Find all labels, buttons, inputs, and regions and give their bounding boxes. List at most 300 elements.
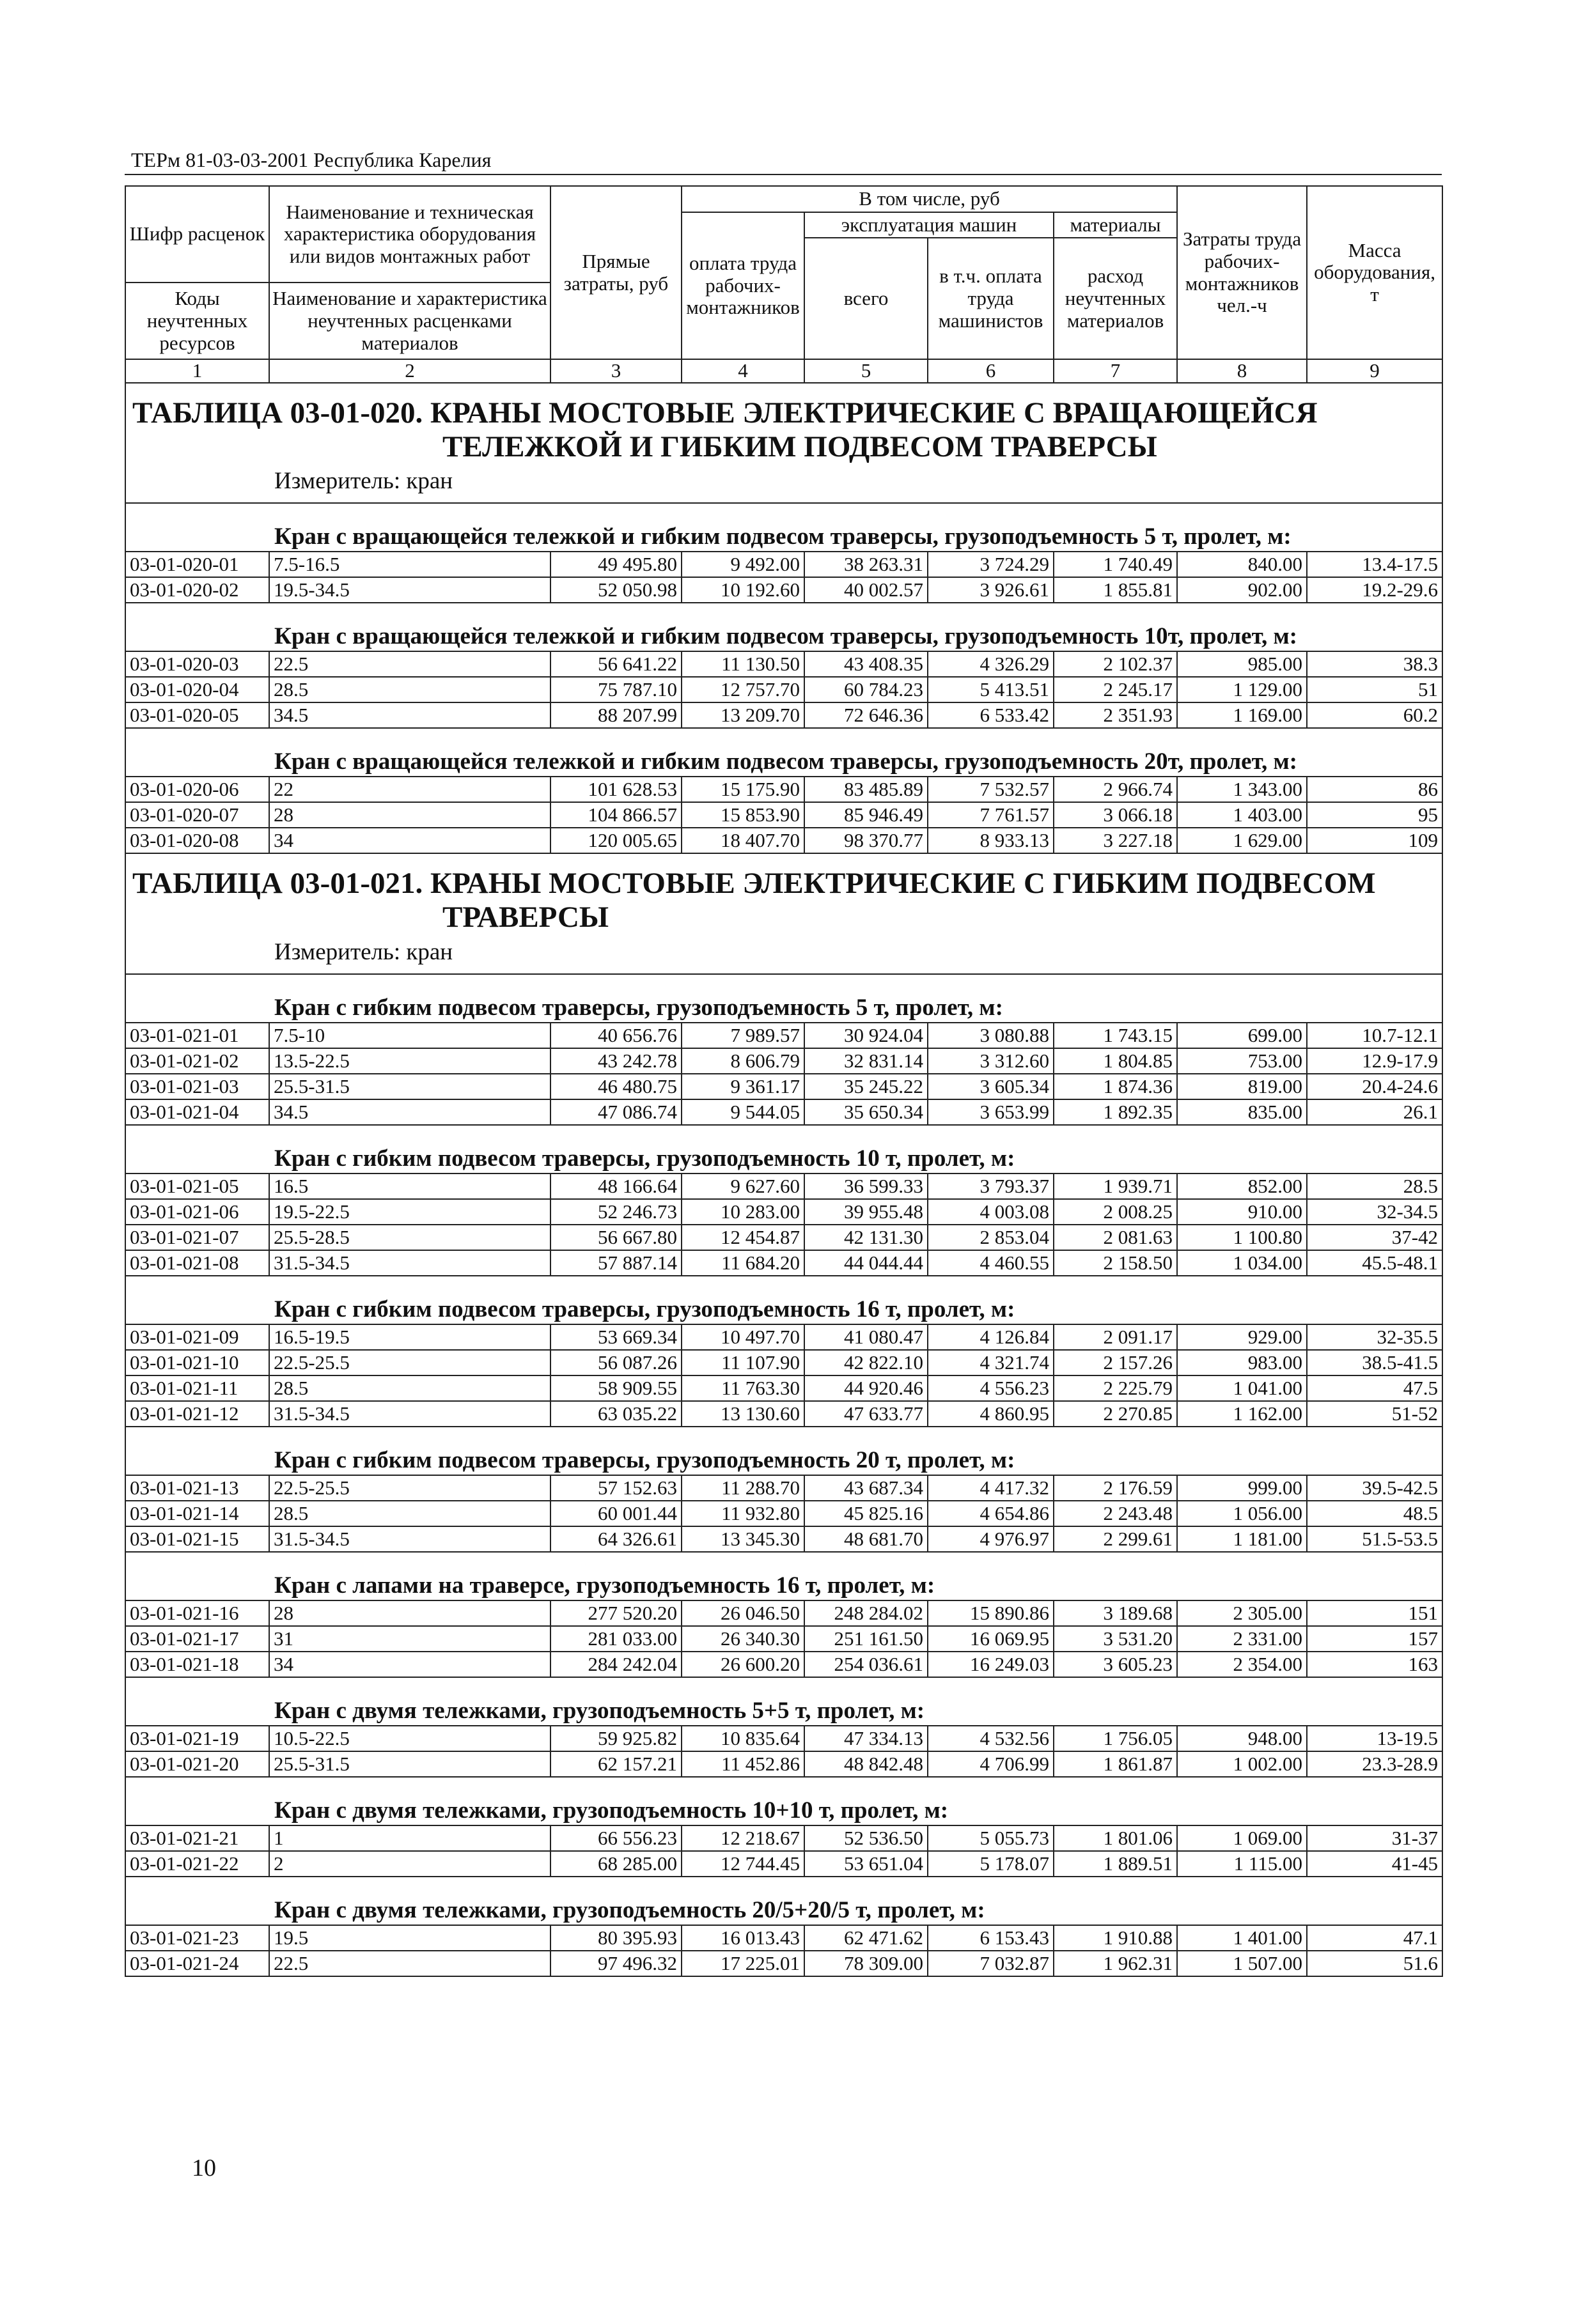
value-cell: 48 681.70 xyxy=(804,1526,928,1552)
value-cell: 251 161.50 xyxy=(804,1626,928,1652)
section-heading: Кран с гибким подвесом траверсы, грузоподъемность 16 т, пролет, м: xyxy=(125,1276,1442,1324)
rate-code-cell: 03-01-021-08 xyxy=(125,1250,269,1276)
table-row xyxy=(125,552,1442,577)
value-cell: 3 653.99 xyxy=(928,1099,1054,1125)
header-rule xyxy=(125,174,1442,175)
section-heading: Кран с вращающейся тележкой и гибким подвесом траверсы, грузоподъемность 20т, пролет, м: xyxy=(125,728,1442,777)
span-cell: 1 xyxy=(269,1825,550,1851)
span-cell: 31.5-34.5 xyxy=(269,1401,550,1427)
span-cell: 34.5 xyxy=(269,702,550,728)
value-cell: 2 091.17 xyxy=(1054,1324,1177,1350)
table-row xyxy=(125,1751,1442,1777)
value-cell: 62 157.21 xyxy=(550,1751,682,1777)
rate-code-cell: 03-01-021-24 xyxy=(125,1951,269,1976)
table-row xyxy=(125,1225,1442,1250)
value-cell: 9 544.05 xyxy=(682,1099,804,1125)
header-machines-total: всего xyxy=(804,238,928,359)
rate-code-cell: 03-01-021-04 xyxy=(125,1099,269,1125)
value-cell: 819.00 xyxy=(1177,1074,1307,1099)
table-row xyxy=(125,1652,1442,1677)
value-cell: 2 102.37 xyxy=(1054,651,1177,677)
value-cell: 47 334.13 xyxy=(804,1726,928,1751)
table-title-line: ТАБЛИЦА 03-01-020. КРАНЫ МОСТОВЫЕ ЭЛЕКТРИЧЕСКИЕ С ВРАЩАЮЩЕЙСЯ xyxy=(132,396,1318,430)
value-cell: 3 926.61 xyxy=(928,577,1054,603)
value-cell: 63 035.22 xyxy=(550,1401,682,1427)
value-cell: 5 413.51 xyxy=(928,677,1054,702)
measure-unit: Измеритель: кран xyxy=(125,463,1442,503)
value-cell: 4 654.86 xyxy=(928,1501,1054,1526)
value-cell: 4 417.32 xyxy=(928,1475,1054,1501)
column-number: 4 xyxy=(682,359,804,383)
value-cell: 1 962.31 xyxy=(1054,1951,1177,1976)
value-cell: 1 889.51 xyxy=(1054,1851,1177,1877)
section-heading-row xyxy=(125,974,1442,1023)
span-cell: 16.5 xyxy=(269,1174,550,1199)
value-cell: 1 756.05 xyxy=(1054,1726,1177,1751)
table-row xyxy=(125,577,1442,603)
value-cell: 11 288.70 xyxy=(682,1475,804,1501)
table-row xyxy=(125,802,1442,828)
section-heading: Кран с гибким подвесом траверсы, грузоподъемность 20 т, пролет, м: xyxy=(125,1427,1442,1475)
span-cell: 28 xyxy=(269,802,550,828)
value-cell: 11 130.50 xyxy=(682,651,804,677)
span-cell: 19.5-34.5 xyxy=(269,577,550,603)
span-cell: 22.5-25.5 xyxy=(269,1475,550,1501)
value-cell: 10.7-12.1 xyxy=(1307,1023,1442,1048)
measure-unit: Измеритель: кран xyxy=(125,934,1442,974)
rate-code-cell: 03-01-020-07 xyxy=(125,802,269,828)
value-cell: 56 087.26 xyxy=(550,1350,682,1375)
value-cell: 4 460.55 xyxy=(928,1250,1054,1276)
rate-code-cell: 03-01-021-01 xyxy=(125,1023,269,1048)
table-row xyxy=(125,828,1442,853)
value-cell: 4 126.84 xyxy=(928,1324,1054,1350)
value-cell: 10 497.70 xyxy=(682,1324,804,1350)
value-cell: 35 245.22 xyxy=(804,1074,928,1099)
value-cell: 46 480.75 xyxy=(550,1074,682,1099)
value-cell: 16 249.03 xyxy=(928,1652,1054,1677)
table-row xyxy=(125,702,1442,728)
section-heading-row xyxy=(125,1777,1442,1825)
value-cell: 3 531.20 xyxy=(1054,1626,1177,1652)
section-heading-row xyxy=(125,728,1442,777)
value-cell: 60 784.23 xyxy=(804,677,928,702)
span-cell: 34 xyxy=(269,828,550,853)
value-cell: 1 403.00 xyxy=(1177,802,1307,828)
span-cell: 13.5-22.5 xyxy=(269,1048,550,1074)
header-labor-hours: Затраты труда рабочих-монтажников чел.-ч xyxy=(1177,186,1307,359)
column-numbers-row xyxy=(125,359,1442,383)
value-cell: 1 801.06 xyxy=(1054,1825,1177,1851)
table-title-line: ТАБЛИЦА 03-01-021. КРАНЫ МОСТОВЫЕ ЭЛЕКТРИЧЕСКИЕ С ГИБКИМ ПОДВЕСОМ xyxy=(132,867,1376,901)
header-unaccounted-materials: расход неучтенных материалов xyxy=(1054,238,1177,359)
value-cell: 47 086.74 xyxy=(550,1099,682,1125)
value-cell: 1 861.87 xyxy=(1054,1751,1177,1777)
span-cell: 31.5-34.5 xyxy=(269,1250,550,1276)
span-cell: 10.5-22.5 xyxy=(269,1726,550,1751)
value-cell: 2 966.74 xyxy=(1054,777,1177,802)
table-row xyxy=(125,1324,1442,1350)
value-cell: 31-37 xyxy=(1307,1825,1442,1851)
value-cell: 45.5-48.1 xyxy=(1307,1250,1442,1276)
value-cell: 72 646.36 xyxy=(804,702,928,728)
value-cell: 62 471.62 xyxy=(804,1925,928,1951)
value-cell: 4 976.97 xyxy=(928,1526,1054,1552)
value-cell: 26 600.20 xyxy=(682,1652,804,1677)
value-cell: 42 822.10 xyxy=(804,1350,928,1375)
value-cell: 2 157.26 xyxy=(1054,1350,1177,1375)
span-cell: 22 xyxy=(269,777,550,802)
span-cell: 22.5-25.5 xyxy=(269,1350,550,1375)
value-cell: 1 743.15 xyxy=(1054,1023,1177,1048)
rate-code-cell: 03-01-021-18 xyxy=(125,1652,269,1677)
column-number: 7 xyxy=(1054,359,1177,383)
value-cell: 4 321.74 xyxy=(928,1350,1054,1375)
value-cell: 75 787.10 xyxy=(550,677,682,702)
value-cell: 11 107.90 xyxy=(682,1350,804,1375)
header-including-group: В том числе, руб xyxy=(682,186,1177,212)
table-row xyxy=(125,1199,1442,1225)
span-cell: 7.5-10 xyxy=(269,1023,550,1048)
value-cell: 28.5 xyxy=(1307,1174,1442,1199)
value-cell: 43 242.78 xyxy=(550,1048,682,1074)
value-cell: 2 270.85 xyxy=(1054,1401,1177,1427)
value-cell: 51 xyxy=(1307,677,1442,702)
value-cell: 32-34.5 xyxy=(1307,1199,1442,1225)
value-cell: 45 825.16 xyxy=(804,1501,928,1526)
rate-code-cell: 03-01-021-22 xyxy=(125,1851,269,1877)
span-cell: 25.5-31.5 xyxy=(269,1751,550,1777)
value-cell: 7 761.57 xyxy=(928,802,1054,828)
value-cell: 1 804.85 xyxy=(1054,1048,1177,1074)
value-cell: 1 056.00 xyxy=(1177,1501,1307,1526)
value-cell: 852.00 xyxy=(1177,1174,1307,1199)
value-cell: 1 162.00 xyxy=(1177,1401,1307,1427)
table-row xyxy=(125,1023,1442,1048)
value-cell: 1 740.49 xyxy=(1054,552,1177,577)
value-cell: 18 407.70 xyxy=(682,828,804,853)
value-cell: 58 909.55 xyxy=(550,1375,682,1401)
value-cell: 57 887.14 xyxy=(550,1250,682,1276)
value-cell: 48 842.48 xyxy=(804,1751,928,1777)
value-cell: 12 744.45 xyxy=(682,1851,804,1877)
table-title-line: ТЕЛЕЖКОЙ И ГИБКИМ ПОДВЕСОМ ТРАВЕРСЫ xyxy=(442,430,1157,463)
value-cell: 26 046.50 xyxy=(682,1600,804,1626)
value-cell: 699.00 xyxy=(1177,1023,1307,1048)
rate-code-cell: 03-01-020-01 xyxy=(125,552,269,577)
value-cell: 1 401.00 xyxy=(1177,1925,1307,1951)
table-row xyxy=(125,1925,1442,1951)
value-cell: 1 855.81 xyxy=(1054,577,1177,603)
value-cell: 5 178.07 xyxy=(928,1851,1054,1877)
value-cell: 3 189.68 xyxy=(1054,1600,1177,1626)
value-cell: 8 933.13 xyxy=(928,828,1054,853)
value-cell: 10 283.00 xyxy=(682,1199,804,1225)
value-cell: 3 227.18 xyxy=(1054,828,1177,853)
rate-code-cell: 03-01-020-08 xyxy=(125,828,269,853)
header-mass: Масса оборудования, т xyxy=(1307,186,1442,359)
value-cell: 26.1 xyxy=(1307,1099,1442,1125)
value-cell: 101 628.53 xyxy=(550,777,682,802)
rate-code-cell: 03-01-021-06 xyxy=(125,1199,269,1225)
value-cell: 23.3-28.9 xyxy=(1307,1751,1442,1777)
value-cell: 9 361.17 xyxy=(682,1074,804,1099)
span-cell: 25.5-28.5 xyxy=(269,1225,550,1250)
section-heading-row xyxy=(125,1125,1442,1174)
value-cell: 4 706.99 xyxy=(928,1751,1054,1777)
section-heading: Кран с вращающейся тележкой и гибким подвесом траверсы, грузоподъемность 10т, пролет, м: xyxy=(125,603,1442,651)
section-heading-row xyxy=(125,1877,1442,1925)
rate-code-cell: 03-01-021-02 xyxy=(125,1048,269,1074)
span-cell: 22.5 xyxy=(269,1951,550,1976)
header-name-top: Наименование и техническая характеристика оборудования или видов монтажных работ xyxy=(269,186,550,283)
value-cell: 32 831.14 xyxy=(804,1048,928,1074)
value-cell: 3 724.29 xyxy=(928,552,1054,577)
column-number: 1 xyxy=(125,359,269,383)
value-cell: 6 533.42 xyxy=(928,702,1054,728)
value-cell: 51.6 xyxy=(1307,1951,1442,1976)
header-materials-group: материалы xyxy=(1054,212,1177,238)
value-cell: 2 331.00 xyxy=(1177,1626,1307,1652)
section-heading: Кран с двумя тележками, грузоподъемность 5+5 т, пролет, м: xyxy=(125,1677,1442,1726)
span-cell: 16.5-19.5 xyxy=(269,1324,550,1350)
value-cell: 13-19.5 xyxy=(1307,1726,1442,1751)
value-cell: 39 955.48 xyxy=(804,1199,928,1225)
value-cell: 1 892.35 xyxy=(1054,1099,1177,1125)
rate-code-cell: 03-01-021-23 xyxy=(125,1925,269,1951)
value-cell: 1 181.00 xyxy=(1177,1526,1307,1552)
value-cell: 840.00 xyxy=(1177,552,1307,577)
value-cell: 48.5 xyxy=(1307,1501,1442,1526)
value-cell: 35 650.34 xyxy=(804,1099,928,1125)
value-cell: 120 005.65 xyxy=(550,828,682,853)
value-cell: 64 326.61 xyxy=(550,1526,682,1552)
value-cell: 7 032.87 xyxy=(928,1951,1054,1976)
value-cell: 1 129.00 xyxy=(1177,677,1307,702)
value-cell: 38 263.31 xyxy=(804,552,928,577)
value-cell: 3 066.18 xyxy=(1054,802,1177,828)
value-cell: 1 041.00 xyxy=(1177,1375,1307,1401)
value-cell: 2 299.61 xyxy=(1054,1526,1177,1552)
rates-table xyxy=(125,185,1443,1977)
value-cell: 2 081.63 xyxy=(1054,1225,1177,1250)
span-cell: 31 xyxy=(269,1626,550,1652)
table-row xyxy=(125,1475,1442,1501)
value-cell: 97 496.32 xyxy=(550,1951,682,1976)
value-cell: 1 034.00 xyxy=(1177,1250,1307,1276)
value-cell: 68 285.00 xyxy=(550,1851,682,1877)
value-cell: 1 115.00 xyxy=(1177,1851,1307,1877)
table-title-line: ТРАВЕРСЫ xyxy=(442,901,609,934)
value-cell: 56 641.22 xyxy=(550,651,682,677)
value-cell: 3 080.88 xyxy=(928,1023,1054,1048)
value-cell: 4 860.95 xyxy=(928,1401,1054,1427)
value-cell: 2 243.48 xyxy=(1054,1501,1177,1526)
column-number: 2 xyxy=(269,359,550,383)
value-cell: 60.2 xyxy=(1307,702,1442,728)
table-row xyxy=(125,1174,1442,1199)
value-cell: 7 532.57 xyxy=(928,777,1054,802)
table-row xyxy=(125,1048,1442,1074)
span-cell: 22.5 xyxy=(269,651,550,677)
value-cell: 12 757.70 xyxy=(682,677,804,702)
value-cell: 52 050.98 xyxy=(550,577,682,603)
value-cell: 985.00 xyxy=(1177,651,1307,677)
value-cell: 30 924.04 xyxy=(804,1023,928,1048)
value-cell: 11 763.30 xyxy=(682,1375,804,1401)
value-cell: 41 080.47 xyxy=(804,1324,928,1350)
value-cell: 98 370.77 xyxy=(804,828,928,853)
running-head: ТЕРм 81-03-03-2001 Республика Карелия xyxy=(131,148,492,171)
rate-code-cell: 03-01-021-20 xyxy=(125,1751,269,1777)
header-code-bottom: Коды неучтенных ресурсов xyxy=(125,283,269,359)
value-cell: 37-42 xyxy=(1307,1225,1442,1250)
span-cell: 28.5 xyxy=(269,677,550,702)
value-cell: 56 667.80 xyxy=(550,1225,682,1250)
value-cell: 4 532.56 xyxy=(928,1726,1054,1751)
value-cell: 40 656.76 xyxy=(550,1023,682,1048)
value-cell: 2 158.50 xyxy=(1054,1250,1177,1276)
value-cell: 2 225.79 xyxy=(1054,1375,1177,1401)
value-cell: 1 002.00 xyxy=(1177,1751,1307,1777)
value-cell: 47.5 xyxy=(1307,1375,1442,1401)
value-cell: 157 xyxy=(1307,1626,1442,1652)
value-cell: 11 932.80 xyxy=(682,1501,804,1526)
span-cell: 28 xyxy=(269,1600,550,1626)
value-cell: 1 910.88 xyxy=(1054,1925,1177,1951)
value-cell: 78 309.00 xyxy=(804,1951,928,1976)
value-cell: 929.00 xyxy=(1177,1324,1307,1350)
span-cell: 31.5-34.5 xyxy=(269,1526,550,1552)
table-row xyxy=(125,1951,1442,1976)
header-name-bottom: Наименование и характеристика неучтенных расценками материалов xyxy=(269,283,550,359)
value-cell: 9 627.60 xyxy=(682,1174,804,1199)
span-cell: 19.5-22.5 xyxy=(269,1199,550,1225)
section-heading: Кран с лапами на траверсе, грузоподъемность 16 т, пролет, м: xyxy=(125,1552,1442,1600)
table-row xyxy=(125,1099,1442,1125)
value-cell: 910.00 xyxy=(1177,1199,1307,1225)
rate-code-cell: 03-01-020-06 xyxy=(125,777,269,802)
value-cell: 948.00 xyxy=(1177,1726,1307,1751)
table-header xyxy=(125,186,1442,383)
span-cell: 34 xyxy=(269,1652,550,1677)
value-cell: 38.3 xyxy=(1307,651,1442,677)
section-heading-row xyxy=(125,1276,1442,1324)
section-heading-row xyxy=(125,503,1442,552)
header-labor-wages: оплата труда рабочих-монтажников xyxy=(682,212,804,360)
value-cell: 85 946.49 xyxy=(804,802,928,828)
column-number: 8 xyxy=(1177,359,1307,383)
span-cell: 2 xyxy=(269,1851,550,1877)
value-cell: 86 xyxy=(1307,777,1442,802)
value-cell: 44 044.44 xyxy=(804,1250,928,1276)
value-cell: 2 351.93 xyxy=(1054,702,1177,728)
value-cell: 9 492.00 xyxy=(682,552,804,577)
rate-code-cell: 03-01-021-10 xyxy=(125,1350,269,1375)
value-cell: 3 312.60 xyxy=(928,1048,1054,1074)
table-row xyxy=(125,1600,1442,1626)
value-cell: 60 001.44 xyxy=(550,1501,682,1526)
table-row xyxy=(125,1626,1442,1652)
value-cell: 3 605.23 xyxy=(1054,1652,1177,1677)
value-cell: 48 166.64 xyxy=(550,1174,682,1199)
value-cell: 4 326.29 xyxy=(928,651,1054,677)
value-cell: 6 153.43 xyxy=(928,1925,1054,1951)
rate-code-cell: 03-01-020-04 xyxy=(125,677,269,702)
header-direct-costs: Прямые затраты, руб xyxy=(550,186,682,359)
value-cell: 15 175.90 xyxy=(682,777,804,802)
table-row xyxy=(125,1375,1442,1401)
value-cell: 39.5-42.5 xyxy=(1307,1475,1442,1501)
value-cell: 8 606.79 xyxy=(682,1048,804,1074)
value-cell: 4 556.23 xyxy=(928,1375,1054,1401)
value-cell: 11 452.86 xyxy=(682,1751,804,1777)
value-cell: 163 xyxy=(1307,1652,1442,1677)
value-cell: 88 207.99 xyxy=(550,702,682,728)
span-cell: 19.5 xyxy=(269,1925,550,1951)
value-cell: 10 192.60 xyxy=(682,577,804,603)
column-number: 5 xyxy=(804,359,928,383)
value-cell: 983.00 xyxy=(1177,1350,1307,1375)
value-cell: 15 853.90 xyxy=(682,802,804,828)
value-cell: 13 130.60 xyxy=(682,1401,804,1427)
value-cell: 53 651.04 xyxy=(804,1851,928,1877)
value-cell: 19.2-29.6 xyxy=(1307,577,1442,603)
section-heading-row xyxy=(125,1427,1442,1475)
value-cell: 26 340.30 xyxy=(682,1626,804,1652)
value-cell: 2 008.25 xyxy=(1054,1199,1177,1225)
header-code-top: Шифр расценок xyxy=(125,186,269,283)
table-row xyxy=(125,1250,1442,1276)
section-heading-row xyxy=(125,1677,1442,1726)
value-cell: 2 245.17 xyxy=(1054,677,1177,702)
table-row xyxy=(125,1074,1442,1099)
value-cell: 42 131.30 xyxy=(804,1225,928,1250)
section-heading-row xyxy=(125,603,1442,651)
value-cell: 2 176.59 xyxy=(1054,1475,1177,1501)
section-heading: Кран с двумя тележками, грузоподъемность 20/5+20/5 т, пролет, м: xyxy=(125,1877,1442,1925)
table-title-row xyxy=(125,383,1442,463)
value-cell: 12.9-17.9 xyxy=(1307,1048,1442,1074)
value-cell: 43 687.34 xyxy=(804,1475,928,1501)
value-cell: 902.00 xyxy=(1177,577,1307,603)
header-machines-group: эксплуатация машин xyxy=(804,212,1054,238)
span-cell: 7.5-16.5 xyxy=(269,552,550,577)
value-cell: 5 055.73 xyxy=(928,1825,1054,1851)
table-row xyxy=(125,1501,1442,1526)
value-cell: 284 242.04 xyxy=(550,1652,682,1677)
rate-code-cell: 03-01-021-12 xyxy=(125,1401,269,1427)
table-row xyxy=(125,1825,1442,1851)
value-cell: 10 835.64 xyxy=(682,1726,804,1751)
rate-code-cell: 03-01-020-02 xyxy=(125,577,269,603)
value-cell: 52 536.50 xyxy=(804,1825,928,1851)
value-cell: 13.4-17.5 xyxy=(1307,552,1442,577)
value-cell: 104 866.57 xyxy=(550,802,682,828)
value-cell: 1 629.00 xyxy=(1177,828,1307,853)
value-cell: 7 989.57 xyxy=(682,1023,804,1048)
column-number: 6 xyxy=(928,359,1054,383)
table-row xyxy=(125,1526,1442,1552)
column-number: 9 xyxy=(1307,359,1442,383)
rate-code-cell: 03-01-021-21 xyxy=(125,1825,269,1851)
value-cell: 17 225.01 xyxy=(682,1951,804,1976)
value-cell: 3 793.37 xyxy=(928,1174,1054,1199)
rate-code-cell: 03-01-021-05 xyxy=(125,1174,269,1199)
value-cell: 13 209.70 xyxy=(682,702,804,728)
rate-code-cell: 03-01-020-03 xyxy=(125,651,269,677)
value-cell: 15 890.86 xyxy=(928,1600,1054,1626)
